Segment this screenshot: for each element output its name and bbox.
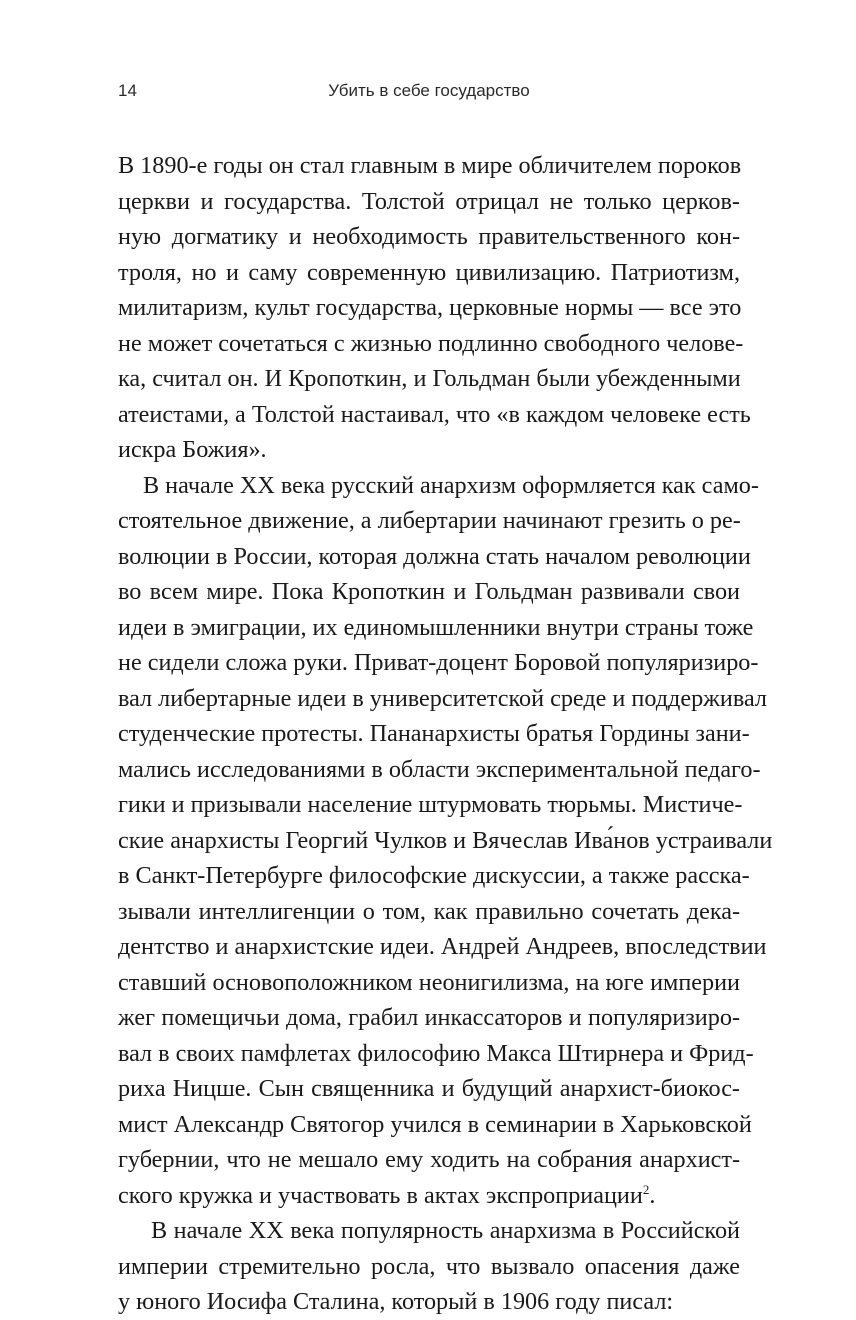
body-text	[118, 148, 773, 1320]
text-line: во всем мире. Пока Кропоткин и Гольдман развивали свои	[118, 578, 740, 605]
page-number: 14	[118, 81, 137, 100]
text-line: риха Ницше. Сын священника и будущий анархист-биокос-	[118, 1075, 740, 1102]
text-line-with-footnote	[118, 1178, 740, 1214]
sentence-end: .	[649, 1181, 656, 1209]
text-line: у юного Иосифа Сталина, который в 1906 году писал:	[118, 1288, 674, 1315]
text-line: атеистами, а Толстой настаивал, что «в каждом человеке есть	[118, 400, 751, 428]
text-line: не сидели сложа руки. Приват-доцент Боровой популяризиро-	[118, 649, 759, 676]
paragraph-2	[118, 468, 773, 1214]
text-line: ставший основоположником неонигилизма, на юге империи	[118, 968, 740, 996]
text-line: волюции в России, которая должна стать началом революции	[118, 542, 751, 570]
paragraph-3	[118, 1213, 740, 1320]
text-line: в Санкт-Петербурге философские дискуссии, а также расска-	[118, 862, 750, 889]
text-line: империи стремительно росла, что вызвало опасения даже	[118, 1252, 740, 1280]
text-line: вал либертарные идеи в университетской среде и поддерживал	[118, 684, 767, 712]
text-line: мист Александр Святогор учился в семинарии в Харьковской	[118, 1110, 752, 1138]
text-line: мались исследованиями в области экспериментальной педаго-	[118, 755, 761, 783]
text-line: стоятельное движение, а либертарии начинают грезить о ре-	[118, 507, 741, 534]
text-line: ского кружка и участвовать в актах экспроприации	[118, 1181, 643, 1209]
text-line: В 1890-е годы он стал главным в мире обличителем пороков	[118, 152, 742, 179]
text-line: не может сочетаться с жизнью подлинно свободного челове-	[118, 329, 744, 357]
text-line: идеи в эмиграции, их единомышленники внутри страны тоже	[118, 613, 754, 641]
text-line: В начале XX века русский анархизм оформляется как само-	[143, 471, 759, 499]
running-header	[118, 81, 740, 105]
text-line: ную догматику и необходимость правительственного кон-	[118, 223, 740, 250]
text-line: губернии, что не мешало ему ходить на собрания анархист-	[118, 1146, 740, 1173]
text-line: троля, но и саму современную цивилизацию. Патриотизм,	[118, 258, 740, 286]
text-line: ские анархисты Георгий Чулков и Вячеслав Ива́нов устраивали	[118, 826, 773, 854]
text-line: дентство и анархистские идеи. Андрей Андреев, впоследствии	[118, 933, 767, 960]
text-line: милитаризм, культ государства, церковные нормы — все это	[118, 294, 742, 321]
text-line: искра Божия».	[118, 436, 267, 463]
text-line: зывали интеллигенции о том, как правильно сочетать дека-	[118, 897, 740, 925]
text-line: студенческие протесты. Пананархисты братья Гордины зани-	[118, 720, 750, 747]
running-title: Убить в себе государство	[328, 81, 530, 100]
text-line: церкви и государства. Толстой отрицал не только церков-	[118, 187, 740, 215]
footnote-reference[interactable]: 2	[642, 1181, 650, 1197]
paragraph-1	[118, 148, 751, 468]
text-line: ка, считал он. И Кропоткин, и Гольдман были убежденными	[118, 365, 741, 392]
text-line: В начале XX века популярность анархизма в Российской	[151, 1217, 740, 1244]
text-line: гики и призывали население штурмовать тюрьмы. Мистиче-	[118, 791, 743, 818]
text-line: жег помещичьи дома, грабил инкассаторов и популяризиро-	[118, 1004, 740, 1031]
text-line: вал в своих памфлетах философию Макса Штирнера и Фрид-	[118, 1039, 754, 1067]
